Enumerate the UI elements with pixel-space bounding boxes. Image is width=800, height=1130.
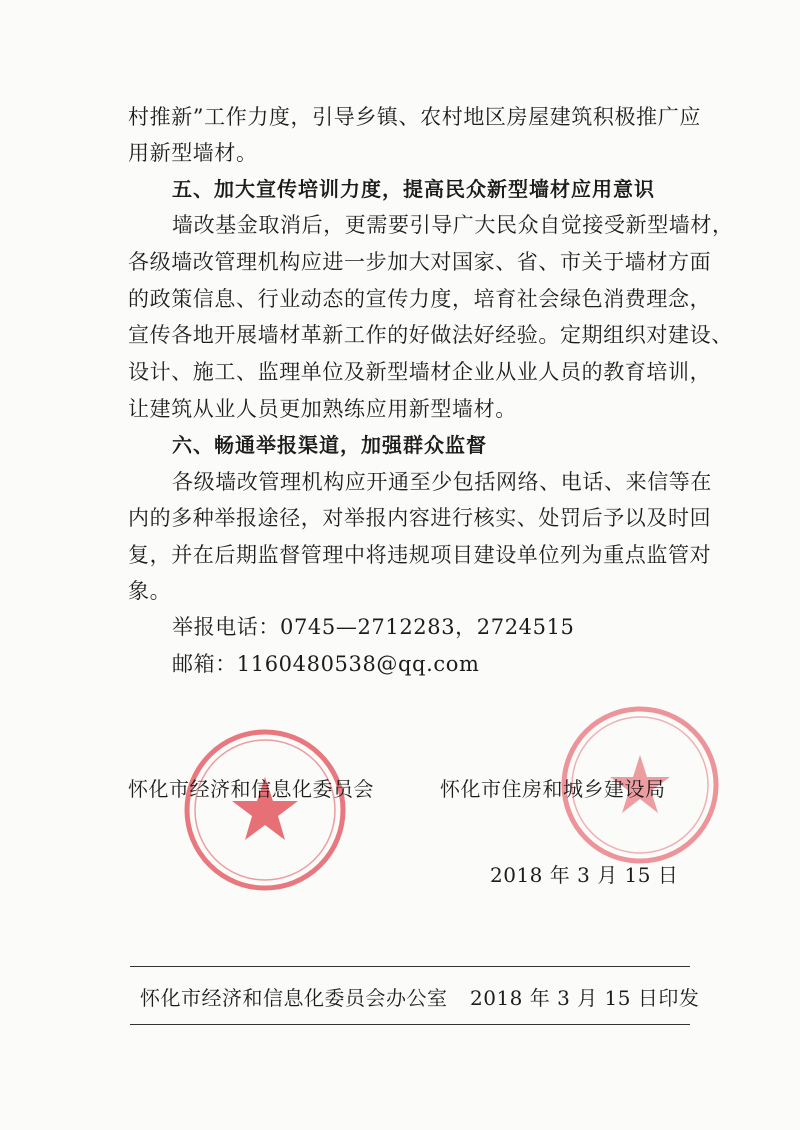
body-line: 设计、施工、监理单位及新型墙材企业从业人员的教育培训，	[128, 360, 712, 384]
body-line: 各级墙改管理机构应进一步加大对国家、省、市关于墙材方面	[128, 250, 712, 274]
body-line: 墙改基金取消后，更需要引导广大民众自觉接受新型墙材，	[172, 213, 734, 237]
footer-office: 怀化市经济和信息化委员会办公室	[140, 986, 448, 1010]
footer-rule-top	[130, 966, 690, 967]
signature-org-1: 怀化市经济和信息化委员会	[128, 777, 374, 801]
body-line: 各级墙改管理机构应开通至少包括网络、电话、来信等在	[172, 470, 712, 494]
footer-rule-bottom	[130, 1024, 690, 1025]
body-line: 复，并在后期监督管理中将违规项目建设单位列为重点监管对	[128, 543, 712, 567]
report-email: 邮箱：1160480538@qq.com	[172, 652, 480, 676]
body-line: 让建筑从业人员更加熟练应用新型墙材。	[128, 397, 517, 421]
body-line: 象。	[128, 579, 172, 603]
official-seal-left	[180, 725, 350, 895]
body-line: 宣传各地开展墙材革新工作的好做法好经验。定期组织对建设、	[128, 323, 733, 347]
section-6-heading: 六、畅通举报渠道，加强群众监督	[172, 433, 487, 457]
body-line: 的政策信息、行业动态的宣传力度，培育社会绿色消费理念，	[128, 287, 712, 311]
body-line: 用新型墙材。	[128, 141, 258, 165]
signature-org-2: 怀化市住房和城乡建设局	[440, 777, 666, 801]
signature-date: 2018 年 3 月 15 日	[490, 863, 679, 887]
section-5-heading: 五、加大宣传培训力度，提高民众新型墙材应用意识	[172, 177, 655, 201]
body-line: 内的多种举报途径，对举报内容进行核实、处罚后予以及时回	[128, 506, 712, 530]
report-phone: 举报电话：0745—2712283，2724515	[172, 615, 575, 639]
body-line: 村推新”工作力度，引导乡镇、农村地区房屋建筑积极推广应	[128, 105, 701, 129]
footer-print-date: 2018 年 3 月 15 日印发	[470, 986, 700, 1010]
